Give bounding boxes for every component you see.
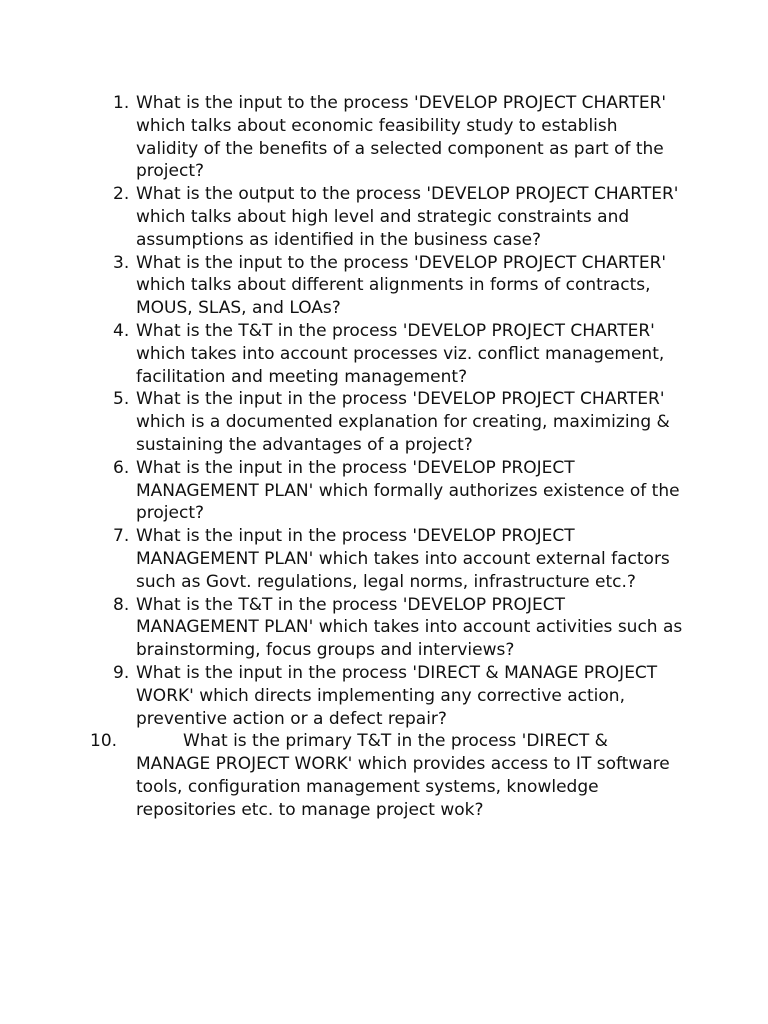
question-number: 7. [113, 526, 130, 547]
question-item [113, 525, 683, 593]
question-text: What is the input in the process 'DIRECT & MANAGE PROJECT WORK' which directs implementing any corrective action, preventive action or a defect repair? [136, 662, 658, 729]
question-number: 2. [113, 184, 130, 205]
question-list [90, 92, 683, 822]
question-item [113, 320, 683, 388]
question-text: What is the primary T&T in the process 'DIRECT & MANAGE PROJECT WORK' which provides access to IT software tools, configuration management systems, knowledge repositories etc. to manage project wok? [136, 731, 670, 820]
question-item [90, 730, 683, 821]
question-text: What is the T&T in the process 'DEVELOP PROJECT MANAGEMENT PLAN' which takes into account activities such as brainstorming, focus groups and interviews? [136, 594, 683, 661]
question-text: What is the input in the process 'DEVELOP PROJECT MANAGEMENT PLAN' which takes into account external factors such as Govt. regulations, legal norms, infrastructure etc.? [136, 526, 670, 592]
question-item [113, 388, 683, 456]
question-text: What is the input to the process 'DEVELOP PROJECT CHARTER' which talks about different alignments in forms of contracts, MOUS, SLAS, and LOAs? [136, 252, 667, 319]
question-item [113, 92, 683, 183]
question-number: 3. [113, 252, 130, 273]
question-text: What is the T&T in the process 'DEVELOP PROJECT CHARTER' which takes into account processes viz. conflict management, facilitation and meeting management? [136, 320, 665, 387]
question-text: What is the output to the process 'DEVELOP PROJECT CHARTER' which talks about high level and strategic constraints and assumptions as identified in the business case? [136, 184, 679, 250]
question-text: What is the input in the process 'DEVELOP PROJECT CHARTER' which is a documented explanation for creating, maximizing & sustaining the advantages of a project? [136, 389, 670, 455]
question-number: 8. [113, 594, 130, 615]
question-number: 9. [113, 662, 130, 683]
question-number: 4. [113, 320, 130, 341]
question-number: 5. [113, 389, 130, 410]
question-text: What is the input to the process 'DEVELOP PROJECT CHARTER' which talks about economic feasibility study to establish validity of the benefits of a selected component as part of the project? [136, 93, 667, 182]
question-number: 10. [90, 731, 118, 752]
question-item [113, 662, 683, 730]
question-item [113, 594, 683, 662]
question-item [113, 252, 683, 320]
question-number: 1. [113, 93, 130, 113]
question-item [113, 183, 683, 251]
question-item [113, 457, 683, 525]
question-number: 6. [113, 457, 130, 478]
question-text: What is the input in the process 'DEVELOP PROJECT MANAGEMENT PLAN' which formally authorizes existence of the project? [136, 457, 680, 524]
